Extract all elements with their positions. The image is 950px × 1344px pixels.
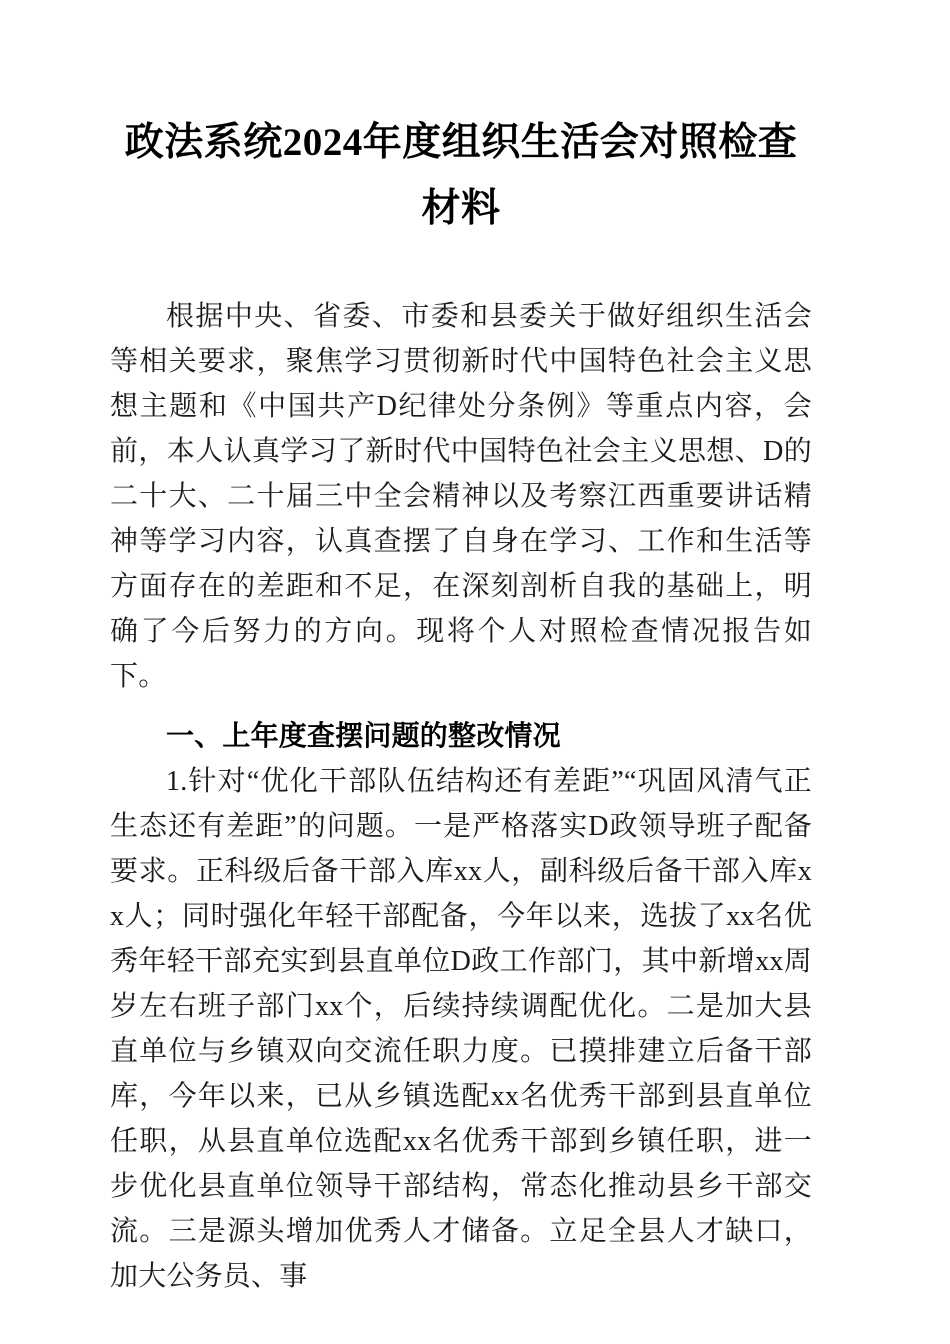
document-content-column: [110, 0, 812, 1299]
heading-spacer: [110, 699, 812, 713]
section-one-item-one-paragraph: 1.针对“优化干部队伍结构还有差距”“巩固风清气正生态还有差距”的问题。一是严格落实D政领导班子配备要求。正科级后备干部入库xx人，副科级后备干部入库xx人；同时强化年轻干部配备，今年以来，选拔了xx名优秀年轻干部充实到县直单位D政工作部门，其中新增xx周岁左右班子部门xx个，后续持续调配优化。二是加大县直单位与乡镇双向交流任职力度。已摸排建立后备干部库，今年以来，已从乡镇选配xx名优秀干部到县直单位任职，从县直单位选配xx名优秀干部到乡镇任职，进一步优化县直单位领导干部结构，常态化推动县乡干部交流。三是源头增加优秀人才储备。立足全县人才缺口，加大公务员、事: [110, 766, 812, 1292]
section-heading-one: 一、上年度查摆问题的整改情况: [166, 720, 561, 751]
intro-paragraph: 根据中央、省委、市委和县委关于做好组织生活会等相关要求，聚焦学习贯彻新时代中国特色社会主义思想主题和《中国共产D纪律处分条例》等重点内容，会前，本人认真学习了新时代中国特色社会主义思想、D的二十大、二十届三中全会精神以及考察江西重要讲话精神等学习内容，认真查摆了自身在学习、工作和生活等方面存在的差距和不足，在深刻剖析自我的基础上，明确了今后努力的方向。现将个人对照检查情况报告如下。: [110, 301, 812, 692]
title-body-spacer: [110, 242, 812, 294]
page-title: 政法系统2024年度组织生活会对照检查材料: [124, 121, 798, 230]
